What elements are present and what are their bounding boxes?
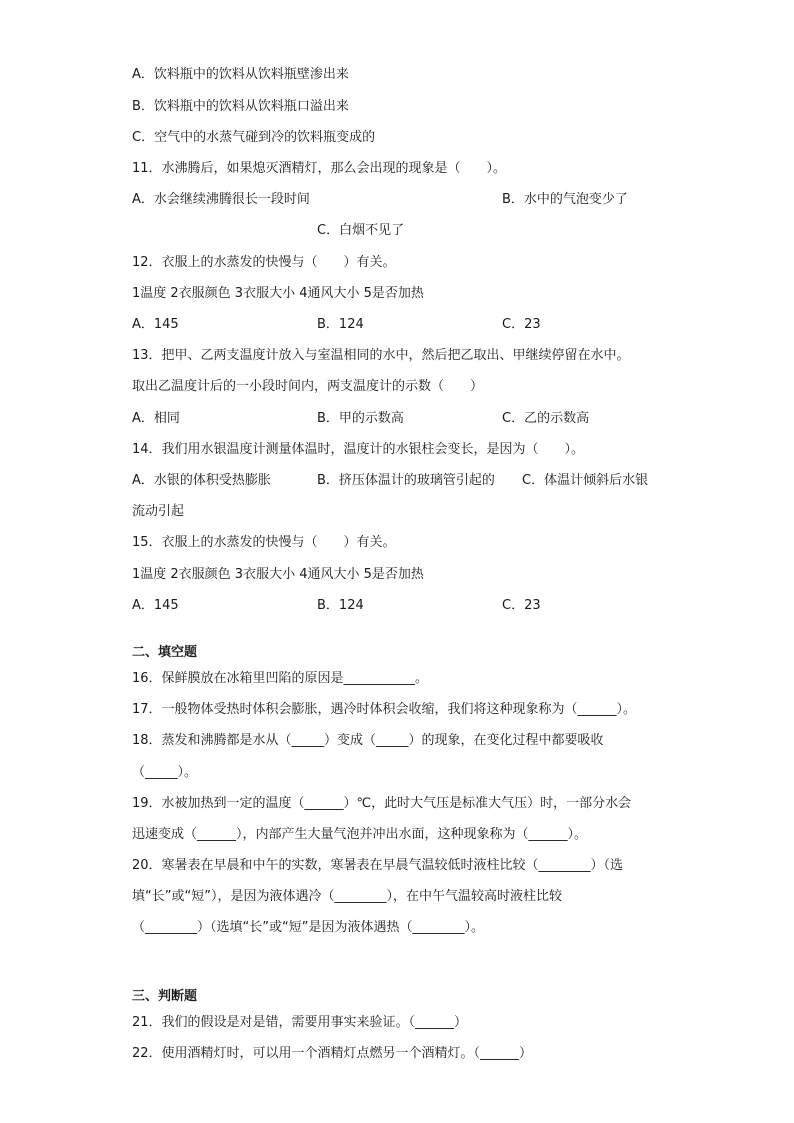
- q20-line1: 20．寒暑表在早晨和中午的实数，寒暑表在早晨气温较低时液柱比较（________）（选: [132, 858, 624, 873]
- q18-line2: （_____）。: [132, 765, 198, 780]
- q11-stem: 11．水沸腾后，如果熄灭酒精灯，那么会出现的现象是（ ）。: [132, 161, 507, 176]
- q11-option-b: B．水中的气泡变少了: [502, 192, 628, 207]
- q11-option-a: A．水会继续沸腾很长一段时间: [132, 192, 310, 207]
- q10-option-b: B．饮料瓶中的饮料从饮料瓶口溢出来: [132, 99, 349, 114]
- q14-option-b: B．挤压体温计的玻璃管引起的: [317, 473, 495, 488]
- q15-option-c: C．23: [502, 598, 541, 613]
- q16: 16．保鲜膜放在冰箱里凹陷的原因是___________。: [132, 671, 429, 686]
- q13-stem-line1: 13．把甲、乙两支温度计放入与室温相同的水中，然后把乙取出、甲继续停留在水中。: [132, 348, 630, 363]
- section-judge-title: 三、判断题: [132, 989, 198, 1004]
- q22: 22．使用酒精灯时，可以用一个酒精灯点燃另一个酒精灯。（______）: [132, 1046, 533, 1061]
- q13-stem-line2: 取出乙温度计后的一小段时间内，两支温度计的示数（ ）: [132, 379, 484, 394]
- q15-option-b: B．124: [317, 598, 364, 613]
- q17: 17．一般物体受热时体积会膨胀，遇冷时体积会收缩，我们将这种现象称为（______）。: [132, 702, 637, 717]
- q19-line2: 迅速变成（______），内部产生大量气泡并冲出水面，这种现象称为（______）。: [132, 827, 588, 842]
- section-fill-title: 二、填空题: [132, 645, 198, 660]
- q15-list: 1温度 2衣服颜色 3衣服大小 4通风大小 5是否加热: [132, 567, 424, 582]
- q10-option-c: C．空气中的水蒸气碰到冷的饮料瓶变成的: [132, 130, 376, 145]
- q20-line2: 填“长”或“短”），是因为液体遇冷（________），在中午气温较高时液柱比较: [132, 889, 562, 904]
- q12-option-c: C．23: [502, 317, 541, 332]
- q10-option-a: A．饮料瓶中的饮料从饮料瓶壁渗出来: [132, 67, 349, 82]
- q21: 21．我们的假设是对是错，需要用事实来验证。（______）: [132, 1015, 468, 1030]
- q20-line3: （________）（选填“长”或“短”是因为液体遇热（________）。: [132, 920, 484, 935]
- q11-option-c: C．白烟不见了: [317, 223, 405, 238]
- q14-option-c-cont: 流动引起: [132, 504, 185, 519]
- q12-list: 1温度 2衣服颜色 3衣服大小 4通风大小 5是否加热: [132, 286, 424, 301]
- q12-option-b: B．124: [317, 317, 364, 332]
- q19-line1: 19．水被加热到一定的温度（______）℃，此时大气压是标准大气压）时，一部分水会: [132, 796, 632, 811]
- q14-option-c: C．体温计倾斜后水银: [522, 473, 649, 488]
- q13-option-c: C．乙的示数高: [502, 411, 590, 426]
- q12-option-a: A．145: [132, 317, 179, 332]
- q15-option-a: A．145: [132, 598, 179, 613]
- q14-stem: 14．我们用水银温度计测量体温时，温度计的水银柱会变长，是因为（ ）。: [132, 442, 585, 457]
- q14-option-a: A．水银的体积受热膨胀: [132, 473, 271, 488]
- q18-line1: 18．蒸发和沸腾都是水从（_____）变成（_____）的现象，在变化过程中都要吸收: [132, 733, 604, 748]
- q15-stem: 15．衣服上的水蒸发的快慢与（ ）有关。: [132, 535, 396, 550]
- q13-option-a: A．相同: [132, 411, 180, 426]
- q13-option-b: B．甲的示数高: [317, 411, 404, 426]
- q12-stem: 12．衣服上的水蒸发的快慢与（ ）有关。: [132, 255, 396, 270]
